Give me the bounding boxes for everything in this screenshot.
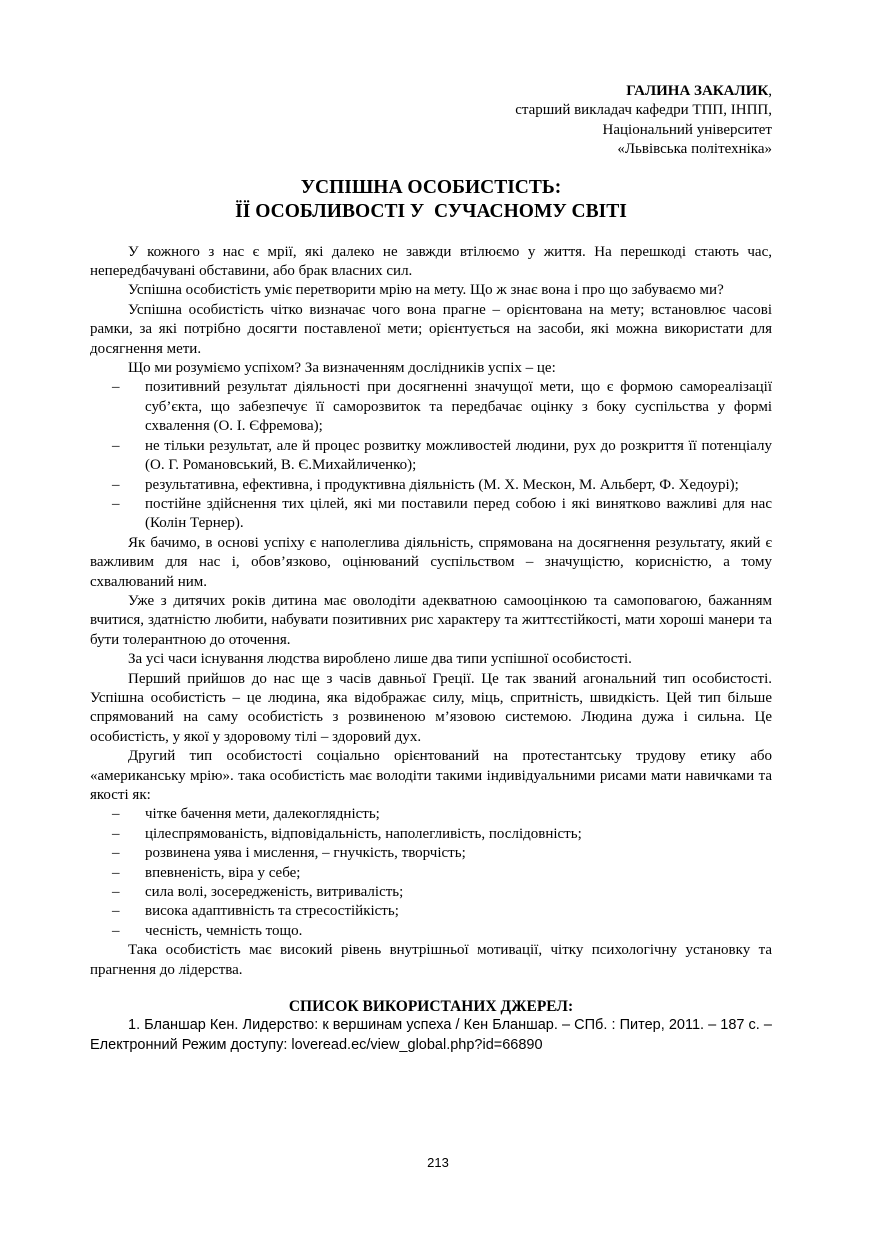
paragraph-1: У кожного з нас є мрії, які далеко не завжди втілюємо у життя. На перешкоді стають час, непередбачувані обставини, або брак власних сил. — [90, 243, 772, 280]
title-line-2: ЇЇ ОСОБЛИВОСТІ У СУЧАСНОМУ СВІТІ — [235, 200, 627, 222]
list-marker: – — [112, 884, 120, 901]
paragraph-6: Уже з дитячих років дитина має оволодіти адекватною самооцінкою та самоповагою, бажанням вчитися, здатністю любити, набувати позитивних рис характеру та життєстійкості, мати хороші манери та бути толерантною до оточення. — [90, 592, 772, 648]
paragraph-8: Перший прийшов до нас ще з часів давньої Греції. Це так званий агональний тип особистості. Успішна особистість – це людина, яка відображає силу, міць, спритність, швидкість. Цей тип більше спрямований на саму особистість з розвиненою м’язовою системою. Людина дужа і сильна. Це особистість, у якої у здоровому тілі – здоровий дух. — [90, 670, 772, 745]
list-item-text: висока адаптивність та стресостійкість; — [145, 903, 399, 920]
list-item-text: цілеспрямованість, відповідальність, наполегливість, послідовність; — [145, 825, 582, 842]
author-university: Національний університет — [602, 121, 772, 138]
list-item-text: розвинена уява і мислення, – гнучкість, творчість; — [145, 845, 466, 862]
list-item — [90, 825, 772, 844]
list-marker: – — [112, 495, 120, 512]
list-marker: – — [112, 806, 120, 823]
article-title — [90, 176, 772, 224]
list-marker: – — [112, 379, 120, 396]
list-marker: – — [112, 845, 120, 862]
list-item-text: чесність, чемність тощо. — [145, 922, 303, 939]
list-item — [90, 495, 772, 534]
paragraph-2: Успішна особистість уміє перетворити мрію на мету. Що ж знає вона і про що забуваємо ми? — [128, 282, 724, 299]
list-marker: – — [112, 825, 120, 842]
list-item-text: не тільки результат, але й процес розвитку можливостей людини, рух до розкриття її потенціалу (О. Г. Романовський, В. Є.Михайличенко); — [145, 437, 772, 474]
paragraph-4: Що ми розуміємо успіхом? За визначенням дослідників успіх – це: — [128, 360, 556, 377]
list-item-text: чітке бачення мети, далекоглядність; — [145, 806, 380, 823]
reference-item: 1. Бланшар Кен. Лидерство: к вершинам успеха / Кен Бланшар. – СПб. : Питер, 2011. – 187 с. – Електронний Режим доступу: loveread.ec/view_global.php?id=66890 — [90, 1017, 772, 1054]
list-item — [90, 476, 772, 495]
list-item-text: впевненість, віра у себе; — [145, 864, 301, 881]
page-number: 213 — [427, 1155, 449, 1170]
success-definitions-list — [90, 378, 772, 533]
title-line-1: УСПІШНА ОСОБИСТІСТЬ: — [300, 176, 562, 198]
author-name: ГАЛИНА ЗАКАЛИК — [626, 83, 769, 99]
references-heading: СПИСОК ВИКОРИСТАНИХ ДЖЕРЕЛ: — [288, 998, 574, 1016]
list-marker: – — [112, 864, 120, 881]
list-item — [90, 883, 772, 902]
list-item — [90, 844, 772, 863]
list-item-text: сила волі, зосередженість, витривалість; — [145, 884, 404, 901]
paragraph-7: За усі часи існування людства вироблено лише два типи успішної особистості. — [128, 651, 632, 668]
paragraph-3: Успішна особистість чітко визначає чого вона прагне – орієнтована на мету; встановлює часові рамки, за які потрібно досягти поставленої мети; орієнтується на засоби, які можна використати для досягнення мети. — [90, 301, 772, 357]
list-item — [90, 902, 772, 921]
list-marker: – — [112, 437, 120, 454]
author-university-name: «Львівська політехніка» — [617, 141, 772, 158]
list-item-text: позитивний результат діяльності при досягненні значущої мети, що є формою самореалізації суб’єкта, що забезпечує її саморозвиток та передбачає оцінку з боку суспільства у формі схвалення (О. І. Єфремова); — [145, 379, 772, 435]
list-marker: – — [112, 476, 120, 493]
author-name-line — [90, 82, 772, 101]
list-item — [90, 437, 772, 476]
list-item — [90, 805, 772, 824]
paragraph-5: Як бачимо, в основі успіху є наполеглива діяльність, спрямована на досягнення результату, який є важливим для нас і, обов’язково, оцінюваний суспільством – значущістю, корисністю, а тому схвалюваний ним. — [90, 534, 772, 590]
list-marker: – — [112, 903, 120, 920]
list-item — [90, 922, 772, 941]
list-item-text: постійне здійснення тих цілей, які ми поставили перед собою і які винятково важливі для нас (Колін Тернер). — [145, 495, 772, 532]
paragraph-9: Другий тип особистості соціально орієнтований на протестантську трудову етику або «американську мрію». така особистість має володіти такими індивідуальними рисами мати навичками та якості як: — [90, 748, 772, 803]
list-marker: – — [112, 922, 120, 939]
list-item — [90, 864, 772, 883]
qualities-list — [90, 805, 772, 941]
author-name-suffix: , — [768, 83, 772, 99]
paragraph-10: Така особистість має високий рівень внутрішньої мотивації, чітку психологічну установку та прагнення до лідерства. — [90, 942, 772, 978]
page-content — [90, 82, 772, 1056]
list-item — [90, 378, 772, 436]
list-item-text: результативна, ефективна, і продуктивна діяльність (М. Х. Мескон, М. Альберт, Ф. Хедоурі); — [145, 476, 739, 493]
author-block — [90, 82, 772, 160]
author-position: старший викладач кафедри ТПП, ІНПП, — [515, 102, 772, 119]
